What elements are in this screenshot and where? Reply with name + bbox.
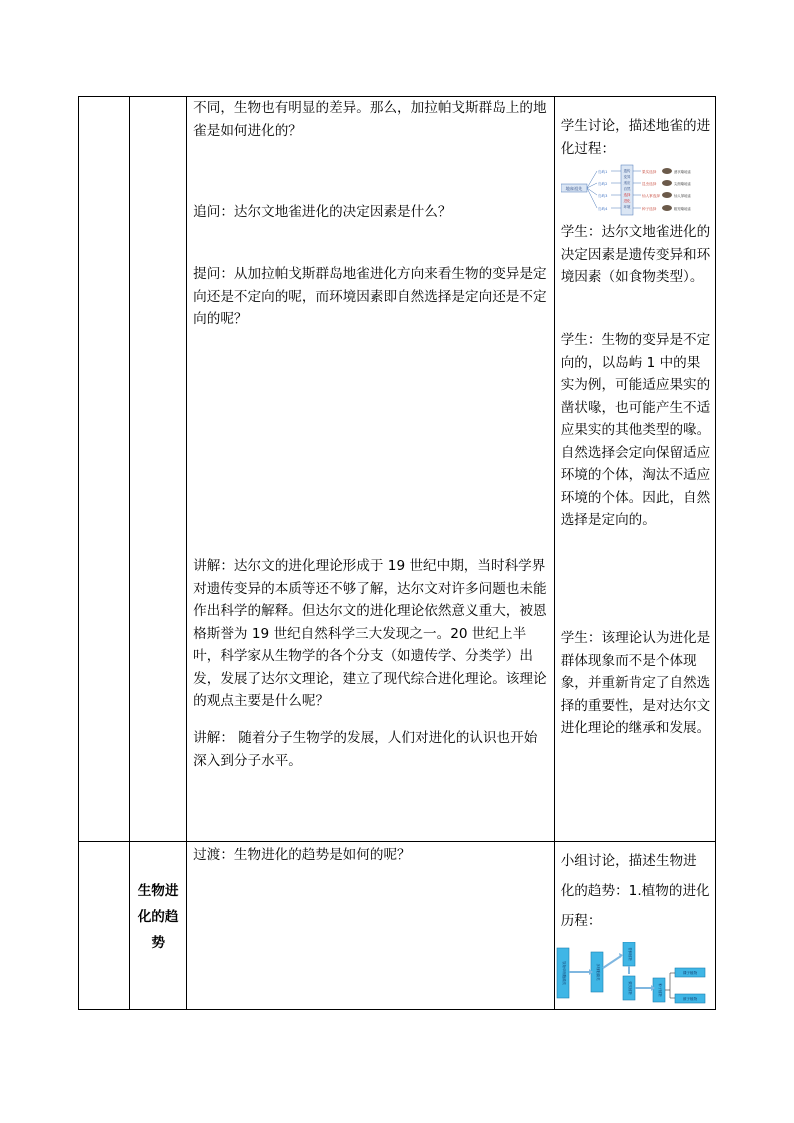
plant-node-6: 裸子植物 [682, 971, 697, 975]
student-text-3: 学生：生物的变异是不定向的，以岛屿 1 中的果实为例，可能适应果实的凿状喙，也可能产生不适应果实的其他类型的喙。自然选择会定向保留适应环境的个体，淘汰不适应环境的个体。因此，自然选择是定向的。 [560, 332, 711, 528]
finch-food-4: 种子选择 [641, 207, 657, 211]
finch-island-4: 岛屿4 [597, 207, 608, 211]
lesson-plan-table [78, 96, 716, 1010]
teacher-activity-cell [187, 97, 555, 842]
student-text-4: 学生：该理论认为进化是群体现象而不是个体现象，并重新肯定了自然选择的重要性，是对达尔文进化理论的继承和发展。 [560, 630, 711, 736]
finch-food-2: 昆虫选择 [641, 182, 657, 186]
finch-result-1: 凿状喙地雀 [673, 170, 691, 174]
plant-node-4: 蕨类植物 [627, 981, 632, 995]
finch-middle-3: 适应 [623, 181, 631, 185]
plant-node-1: 原始单细胞藻类 [561, 961, 566, 985]
finch-result-3: 仙人掌地雀 [673, 194, 691, 198]
finch-result-2: 尖细喙地雀 [673, 182, 691, 186]
teacher-text-4: 讲解：达尔文的进化理论形成于 19 世纪中期，当时科学界对遗传变异的本质等还不够了解，达尔文对许多问题也未能作出科学的解释。但达尔文的进化理论依然意义重大，被恩格斯誉为 19 世纪自然科学三大发现之一。20 世纪上半叶，科学家从生物学的各个分支（如遗传学、分类学）出发，发展了达尔文理论，建立了现代综合进化理论。该理论的观点主要是什么呢？ [193, 558, 547, 709]
table-row [79, 97, 716, 842]
finch-middle-4: 自然 [623, 187, 631, 191]
finch-island-2: 岛屿2 [597, 182, 608, 186]
table-row [79, 842, 716, 1010]
plant-node-5: 种子植物 [657, 983, 662, 997]
finch-middle-5: 选择 [623, 193, 631, 197]
teacher-text-2: 追问：达尔文地雀进化的决定因素是什么？ [193, 204, 452, 220]
finch-island-1: 岛屿1 [597, 170, 608, 174]
finch-food-3: 仙人掌选择 [641, 194, 660, 198]
plant-node-7: 被子植物 [682, 997, 697, 1001]
student-text-trend: 小组讨论，描述生物进化的趋势：1.植物的进化历程： [560, 853, 710, 929]
teacher-activity-cell [187, 842, 555, 1010]
student-text-1: 学生讨论，描述地雀的进化过程： [560, 118, 711, 157]
blank-cell [79, 97, 130, 842]
finch-middle-6: 进化 [623, 199, 631, 203]
stage-cell [130, 97, 187, 842]
finch-food-1: 果实选择 [641, 170, 657, 174]
plant-node-2: 多细胞藻类 [595, 963, 600, 981]
blank-cell [79, 842, 130, 1010]
student-activity-cell [554, 97, 715, 842]
teacher-text-transition: 过渡：生物进化的趋势是如何的呢？ [193, 847, 411, 863]
student-activity-cell [554, 842, 715, 1010]
finch-middle-1: 遗传 [623, 169, 631, 173]
stage-cell [130, 842, 187, 1010]
finch-evolution-diagram [561, 163, 709, 217]
finch-middle-7: 环境 [623, 205, 631, 209]
finch-middle-2: 变异 [623, 175, 631, 179]
plant-node-3: 苔藓植物 [627, 947, 632, 961]
finch-result-4: 粗短喙地雀 [673, 207, 691, 211]
student-text-2: 学生：达尔文地雀进化的决定因素是遗传变异和环境因素（如食物类型）。 [560, 224, 711, 285]
teacher-text-1: 不同，生物也有明显的差异。那么，加拉帕戈斯群岛上的地雀是如何进化的？ [193, 100, 547, 139]
teacher-text-3: 提问：从加拉帕戈斯群岛地雀进化方向来看生物的变异是定向还是不定向的呢，而环境因素即自然选择是定向还是不定向的呢？ [193, 266, 547, 327]
finch-root-label: 地雀祖先 [565, 186, 583, 191]
stage-label: 生物进化的趋势 [137, 883, 179, 951]
plant-evolution-diagram [555, 942, 707, 1004]
teacher-text-5: 讲解： 随着分子生物学的发展，人们对进化的认识也开始深入到分子水平。 [193, 730, 538, 769]
finch-island-3: 岛屿3 [597, 194, 608, 198]
